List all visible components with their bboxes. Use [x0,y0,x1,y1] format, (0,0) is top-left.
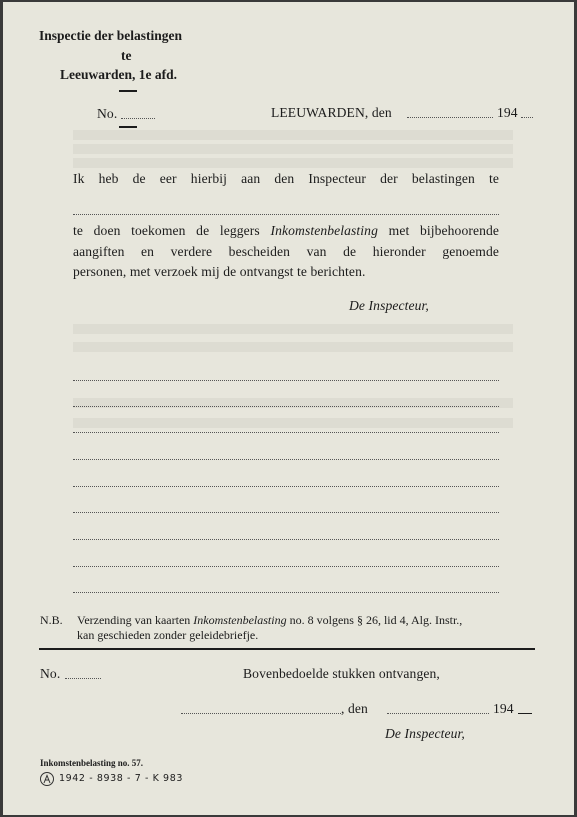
place-date-label: LEEUWARDEN, den [271,105,392,120]
reference-no-field[interactable] [121,118,155,119]
note-label: N.B. [40,613,63,627]
show-through [73,130,513,140]
note-line-1 [77,613,462,628]
show-through [73,158,513,168]
show-through [73,324,513,334]
receipt-date-field[interactable] [387,713,489,714]
receipt-year-rule [518,713,532,714]
person-line[interactable] [73,432,499,433]
print-code: 1942 - 8938 - 7 - K 983 [59,773,183,784]
note-line-2: kan geschieden zonder geleidebriefje. [77,628,259,642]
reference-rule [119,126,137,128]
reference-no-label: No. [97,106,118,121]
form-name: Inkomstenbelasting no. 57. [40,758,144,768]
person-line[interactable] [73,380,499,381]
note-line-1-end: no. 8 volgens § 26, lid 4, Alg. Instr., [289,613,463,627]
letter-line-4: personen, met verzoek mij de ontvangst te berichten. [73,264,366,279]
letter-line-2-end: met bijbehoorende [388,223,500,238]
show-through [73,418,513,428]
note-line-1-start: Verzending van kaarten [77,613,191,627]
letter-signature: De Inspecteur, [349,298,429,313]
receipt-den-label: , den [341,701,368,716]
person-line[interactable] [73,539,499,540]
office-line-2: te [121,48,132,63]
reference-year-field[interactable] [521,117,533,118]
reference-year-prefix: 194 [497,105,518,120]
form-sheet [3,2,574,815]
receipt-signature: De Inspecteur, [385,726,465,741]
recipient-field[interactable] [73,214,499,215]
office-line-1: Inspectie der belastingen [39,28,183,43]
letter-line-3: aangiften en verdere bescheiden van de hieronder genoemde [73,244,499,259]
receipt-received-text: Bovenbedoelde stukken ontvangen, [243,666,440,681]
receipt-place-field[interactable] [181,713,341,714]
letter-line-2 [73,223,499,239]
receipt-year-prefix: 194 [493,701,514,716]
office-line-3: Leeuwarden, 1e afd. [60,67,177,82]
show-through [73,144,513,154]
person-line[interactable] [73,592,499,593]
receipt-no-field[interactable] [65,678,101,679]
person-line[interactable] [73,406,499,407]
letter-line-2-italic: Inkomstenbelasting [270,223,378,238]
show-through [73,342,513,352]
section-divider [39,648,535,650]
header-rule [119,90,137,92]
reference-date-field[interactable] [407,117,493,118]
letter-line-2-start: te doen toekomen de leggers [73,223,260,238]
person-line[interactable] [73,566,499,567]
person-line[interactable] [73,459,499,460]
person-line[interactable] [73,512,499,513]
person-line[interactable] [73,486,499,487]
printer-seal-icon [40,772,54,786]
receipt-no-label: No. [40,666,61,681]
note-line-1-italic: Inkomstenbelasting [193,613,287,627]
letter-line-1: Ik heb de eer hierbij aan den Inspecteur der belastingen te [73,171,499,186]
